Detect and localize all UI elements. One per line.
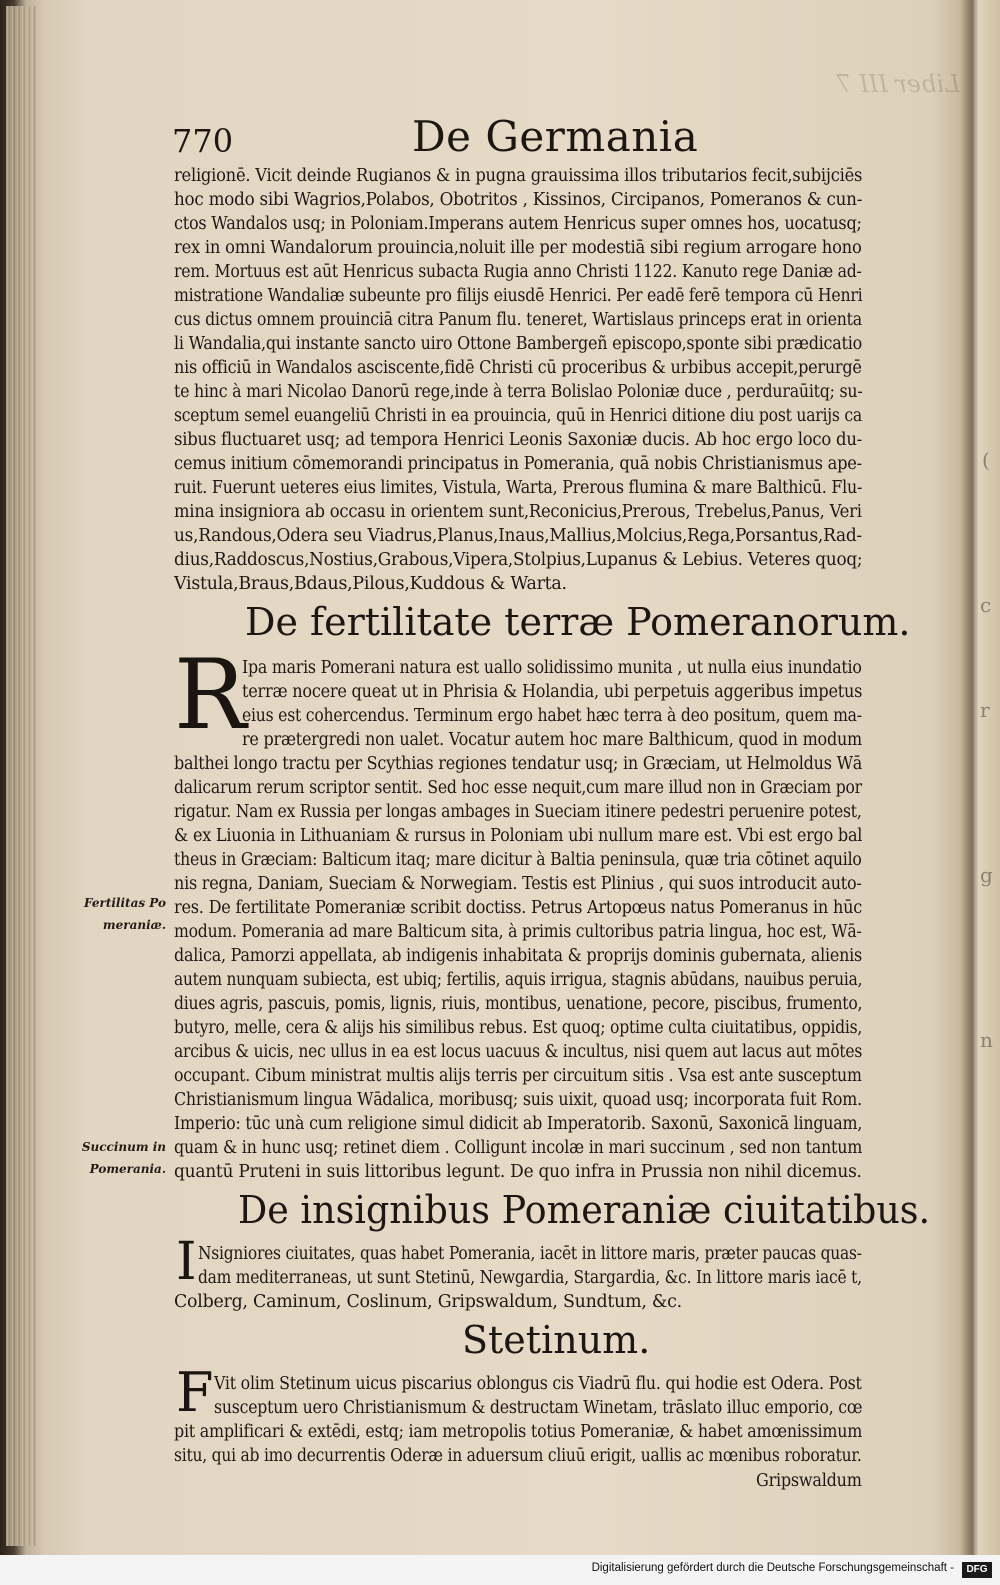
margin-note-line: meraniæ. (102, 918, 166, 932)
facing-glyph: c (980, 593, 992, 617)
section-heading: De insignibus Pomeraniæ ciuitatibus. (238, 1188, 931, 1232)
text-line: Ipa maris Pomerani natura est uallo solidissimo munita , ut nulla eius inundatio (242, 658, 862, 678)
text-line: Colberg, Caminum, Coslinum, Gripswaldum, Sundtum, &c. (174, 1292, 682, 1312)
drop-cap: I (176, 1232, 197, 1292)
facing-page-edge (976, 0, 1000, 1555)
facing-glyph: n (980, 1028, 993, 1052)
text-line: us,Randous,Odera seu Viadrus,Planus,Inaus,Mallius,Molcius,Rega,Porsantus,Rad- (174, 526, 862, 546)
text-line: dalicarum rerum scriptor sentit. Sed hoc esse nequit,cum mare illud non in Græciam por (174, 778, 862, 798)
catchword: Gripswaldum (756, 1471, 862, 1491)
text-line: Christianismum lingua Wādalica, moribusq; suis uixit, quoad usq; incorporata fuit Rom. (174, 1090, 862, 1110)
text-line: cus dictus omnem prouinciā citra Panum flu. teneret, Wartislaus princeps erat in orienta (174, 310, 862, 330)
text-line: Imperio: tūc unà cum religione simul didicit ab Imperatorib. Saxonū, Saxonicā linguam, (174, 1114, 863, 1134)
book-page-edges (6, 6, 36, 1546)
text-line: eius est cohercendus. Terminum ergo habet hæc terra à deo positum, quem ma- (242, 706, 862, 726)
text-line: rex in omni Wandalorum prouincia,noluit ille per modestiā sibi regium arrogare hono (174, 238, 862, 258)
facing-glyph: r (980, 698, 990, 722)
text-line: arcibus & uicis, nec ullus in ea est locus uacuus & incultus, nisi quem aut lacus aut mōtes (174, 1042, 863, 1062)
dfg-logo[interactable]: DFG (962, 1562, 992, 1578)
text-line: butyro, melle, cera & alijs his similibus rebus. Est quoq; optime culta ciuitatibus, oppidis, (174, 1018, 863, 1038)
facing-glyph: ( (982, 448, 990, 472)
text-line: sibus fluctuaret usq; ad tempora Henrici Leonis Saxoniæ ducis. Ab hoc ergo loco du- (174, 430, 863, 450)
text-line: Nsigniores ciuitates, quas habet Pomerania, iacēt in littore maris, præter paucas quas- (198, 1244, 862, 1264)
text-line: te hinc à mari Nicolao Danorū rege,inde à terra Bolislao Poloniæ duce , perduraūitq; su- (174, 382, 863, 402)
text-line: rigatur. Nam ex Russia per longas ambages in Sueciam itinere pedestri peruenire potest, (174, 802, 862, 822)
text-line: mina insigniora ab occasu in orientem sunt,Reconicius,Prerous, Trebelus,Panus, Veri (174, 502, 862, 522)
footer-bar (0, 1555, 1000, 1585)
text-line: ctos Wandalos usq; in Poloniam.Imperans autem Henricus super omnes hos, uocatusq; (174, 214, 862, 234)
margin-note-line: Fertilitas Po (84, 896, 166, 910)
facing-glyph: g (980, 863, 993, 887)
text-line: situ, qui ab imo decurrentis Oderæ in aduersum cliuū erigit, uallis ac mœnibus roboratur. (174, 1446, 862, 1466)
text-line: quantū Pruteni in suis littoribus legunt. De quo infra in Prussia non nihil dicemus. (174, 1162, 862, 1182)
running-head: De Germania (412, 112, 699, 161)
text-line: terræ nocere queat ut in Phrisia & Holandia, ubi perpetuis aggeribus impetus (242, 682, 863, 702)
text-line: Vistula,Braus,Bdaus,Pilous,Kuddous & Warta. (174, 574, 567, 594)
text-line: religionē. Vicit deinde Rugianos & in pugna grauissima illos tributarios fecit,subijciēs (174, 166, 863, 186)
text-line: li Wandalia,qui instante sancto uiro Ottone Bambergeñ episcopo,sponte sibi prædicatio (174, 334, 862, 354)
text-line: mistratione Wandaliæ subeunte pro filijs eiusdē Henrici. Per eadē ferē tempora cū Henri (174, 286, 863, 306)
text-line: occupant. Cibum ministrat multis alijs terris per circuitum sitis . Vsa est ante susceptum (174, 1066, 862, 1086)
text-line: cemus initium cōmemorandi principatus in Pomerania, quā nobis Christianismus ape- (174, 454, 862, 474)
section-heading: Stetinum. (462, 1318, 651, 1362)
text-line: theus in Græciam: Balticum itaq; mare dicitur à Baltia peninsula, quæ tria cōtinet aquilo (174, 850, 862, 870)
drop-cap: R (174, 639, 247, 751)
text-line: quam & in hunc usq; retinet diem . Colligunt incolæ in mari succinum , sed non tantum (174, 1138, 863, 1158)
text-line: modum. Pomerania ad mare Balticum sita, à primis cultoribus patria lingua, hoc est, Wā- (174, 922, 862, 942)
text-line: res. De fertilitate Pomeraniæ scribit doctiss. Petrus Artopœus natus Pomeranus in hūc (174, 898, 863, 918)
text-line: nis regna, Daniam, Sueciam & Norwegiam. Testis est Plinius , qui suos introducit auto- (174, 874, 862, 894)
text-line: diues agris, pascuis, pomis, lignis, riuis, montibus, uenatione, pecore, piscibus, frumento, (174, 994, 863, 1014)
text-line: Vit olim Stetinum uicus piscarius oblongus cis Viadrū flu. qui hodie est Odera. Post (214, 1374, 862, 1394)
bleed-through-text: Liber III 7 (836, 70, 960, 98)
text-line: dalica, Pamorzi appellata, ab indigenis inhabitata & proprijs dominis gubernata, alienis (174, 946, 862, 966)
margin-note-succinum (70, 1140, 166, 1176)
footer-credit: Digitalisierung gefördert durch die Deutsche Forschungsgemeinschaft - (591, 1562, 954, 1574)
text-line: & ex Liuonia in Lithuaniam & rursus in Poloniam ubi nullum mare est. Vbi est ergo bal (174, 826, 863, 846)
margin-note-line: Succinum in (81, 1140, 166, 1154)
text-line: autem nunquam subiecta, est ubiq; fertilis, aquis irrigua, stagnis abūdans, nauibus peruia, (174, 970, 863, 990)
text-line: balthei longo tractu per Scythias regiones tendatur usq; in Græciam, ut Helmoldus Wā (174, 754, 863, 774)
text-line: hoc modo sibi Wagrios,Polabos, Obotritos , Kissinos, Circipanos, Pomeranos & cun- (174, 190, 863, 210)
text-line: ruit. Fuerunt ueteres eius limites, Vistula, Warta, Prerous flumina & mare Balthicū. Flu- (174, 478, 863, 498)
text-line: nis officiū in Wandalos ascisce​nte,fidē Christi cū proceribus & urbibus accepit,perurgē (174, 358, 862, 378)
margin-note-fertilitas (70, 896, 166, 932)
section-heading: De fertilitate terræ Pomeranorum. (245, 600, 911, 644)
text-line: dius,Raddoscus,Nostius,Grabous,Vipera,Stolpius,Lupanus & Lebius. Veteres quoq; (174, 550, 863, 570)
text-line: re prætergredi non ualet. Vocatur autem hoc mare Balthicum, quod in modum (242, 730, 862, 750)
text-line: rem. Mortuus est aūt Henricus subacta Rugia anno Christi 1122. Kanuto rege Daniæ ad- (174, 262, 862, 282)
text-line: sceptum semel euangeliū Christi in ea prouincia, quū in Henrici ditione diu post uarijs ca (174, 406, 862, 426)
text-line: susceptum uero Christianismum & destructam Winetam, trāslato illuc emporio, cœ (214, 1398, 863, 1418)
page-number: 770 (172, 122, 234, 160)
text-line: pit amplificari & extēdi, estq; iam metropolis totius Pomeraniæ, & habet amœnissimum (174, 1422, 863, 1442)
margin-note-line: Pomerania. (89, 1162, 166, 1176)
drop-cap: F (176, 1361, 214, 1424)
text-line: dam mediterraneas, ut sunt Stetinū, Newgardia, Stargardia, &c. In littore maris iacē t, (198, 1268, 862, 1288)
